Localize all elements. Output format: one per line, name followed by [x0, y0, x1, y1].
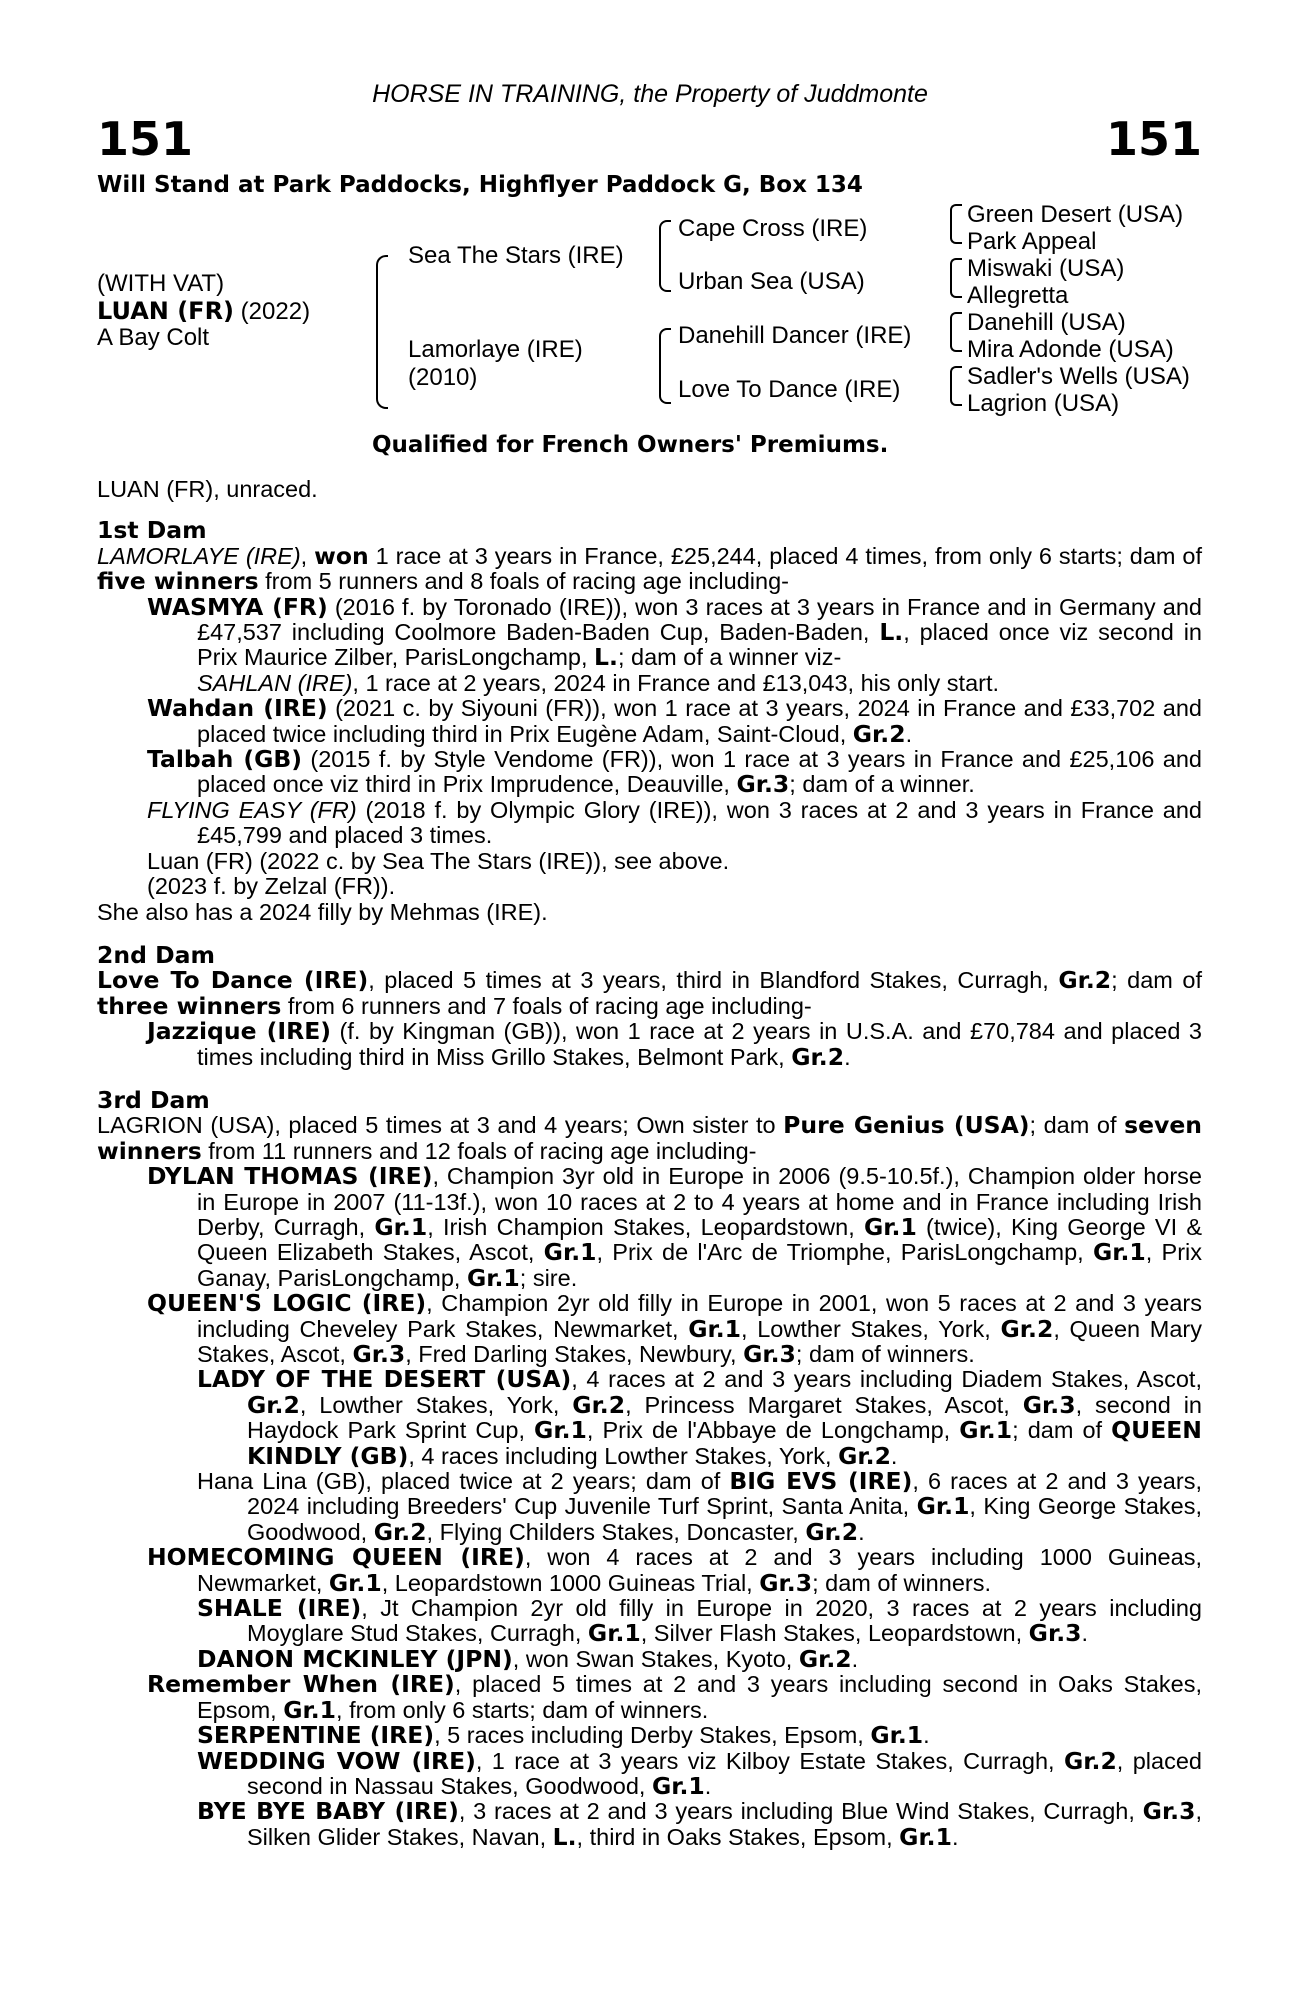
produce-bye-bye-baby: BYE BYE BABY (IRE), 3 races at 2 and 3 years including Blue Wind Stakes, Curragh, Gr.3, Silken Glider Stakes, Navan, L., third in Oaks Stakes, Epsom, Gr.1.: [197, 1797, 1202, 1851]
produce-luan: Luan (FR) (2022 c. by Sea The Stars (IRE)), see above.: [147, 847, 730, 874]
third-dam-entry: LAGRION (USA), placed 5 times at 3 and 4 years; Own sister to Pure Genius (USA); dam of seven winners from 11 runners and 12 foals of racing age including-: [97, 1111, 1202, 1165]
produce-wahdan: Wahdan (IRE) (2021 c. by Siyouni (FR)), won 1 race at 3 years, 2024 in France and £33,702 and placed twice including third in Prix Eugène Adam, Saint-Cloud, Gr.2.: [147, 694, 1202, 748]
produce-danon-mckinley: DANON MCKINLEY (JPN), won Swan Stakes, Kyoto, Gr.2.: [197, 1644, 859, 1673]
dam-year: (2010): [408, 364, 478, 391]
gen3-ddd: Lagrion (USA): [967, 390, 1120, 417]
produce-hana-lina: Hana Lina (GB), placed twice at 2 years; dam of BIG EVS (IRE), 6 races at 2 and 3 years, 2024 including Breeders' Cup Juvenile Turf Sprint, Santa Anita, Gr.1, King George Stakes, Goodwood, Gr.2, Flying Childers Stakes, Doncaster, Gr.2.: [197, 1467, 1202, 1546]
produce-dylan-thomas: DYLAN THOMAS (IRE), Champion 3yr old in Europe in 2006 (9.5-10.5f.), Champion older horse in Europe in 2007 (11-13f.), won 10 races at 2 to 4 years at home and in France including Irish Derby, Curragh, Gr.1, Irish Champion Stakes, Leopardstown, Gr.1 (twice), King George VI & Queen Elizabeth Stakes, Ascot, Gr.1, Prix de l'Arc de Triomphe, ParisLongchamp, Gr.1, Prix Ganay, ParisLongchamp, Gr.1; sire.: [147, 1162, 1203, 1292]
second-dam-heading: 2nd Dam: [97, 940, 215, 969]
gen3-ssd: Park Appeal: [967, 228, 1097, 255]
produce-remember-when: Remember When (IRE), placed 5 times at 2 and 3 years including second in Oaks Stakes, Epsom, Gr.1, from only 6 starts; dam of winners.: [147, 1670, 1202, 1724]
pedigree-brace-ss: [950, 204, 962, 244]
first-dam-entry: LAMORLAYE (IRE), won 1 race at 3 years in France, £25,244, placed 4 times, from only 6 starts; dam of five winners from 5 runners and 8 foals of racing age including-: [97, 541, 1202, 596]
first-dam-heading: 1st Dam: [97, 516, 207, 545]
gen3-sss: Green Desert (USA): [967, 201, 1184, 228]
lot-number-left: 151: [97, 112, 194, 166]
pedigree-brace-sire: [659, 220, 671, 292]
vat-note: (WITH VAT): [97, 270, 225, 297]
pedigree-brace-dam: [659, 328, 671, 404]
sire-sire: Cape Cross (IRE): [678, 215, 868, 242]
gen3-sds: Miswaki (USA): [967, 255, 1125, 282]
produce-shale: SHALE (IRE), Jt Champion 2yr old filly in Europe in 2020, 3 races at 2 years including Moyglare Stud Stakes, Curragh, Gr.1, Silver Flash Stakes, Leopardstown, Gr.3.: [197, 1594, 1202, 1648]
horse-year: (2022): [234, 298, 311, 325]
horse-name-line: [97, 297, 310, 326]
gen3-dds: Sadler's Wells (USA): [967, 363, 1190, 390]
produce-sahlan: SAHLAN (IRE), 1 race at 2 years, 2024 in France and £13,043, his only start.: [197, 669, 1000, 696]
second-dam-entry: Love To Dance (IRE), placed 5 times at 3 years, third in Blandford Stakes, Curragh, Gr.2; dam of three winners from 6 runners and 7 foals of racing age including-: [97, 966, 1202, 1020]
stabling-location: Will Stand at Park Paddocks, Highflyer Paddock G, Box 134: [97, 172, 863, 198]
produce-homecoming-queen: HOMECOMING QUEEN (IRE), won 4 races at 2 and 3 years including 1000 Guineas, Newmarket, Gr.1, Leopardstown 1000 Guineas Trial, Gr.3; dam of winners.: [147, 1543, 1202, 1597]
produce-flying-easy: FLYING EASY (FR) (2018 f. by Olympic Glory (IRE)), won 3 races at 2 and 3 years in France and £45,799 and placed 3 times.: [147, 796, 1202, 849]
lot-number-right: 151: [1105, 112, 1202, 166]
gen3-dss: Danehill (USA): [967, 309, 1126, 336]
dam-sire: Danehill Dancer (IRE): [678, 322, 912, 349]
gen3-sdd: Allegretta: [967, 282, 1069, 309]
horse-name: LUAN (FR): [97, 297, 235, 325]
produce-wasmya: WASMYA (FR) (2016 f. by Toronado (IRE)), won 3 races at 3 years in France and in Germany and £47,537 including Coolmore Baden-Baden Cup, Baden-Baden, L., placed once viz second in Prix Maurice Zilber, ParisLongchamp, L.; dam of a winner viz-: [147, 592, 1202, 672]
third-dam-heading: 3rd Dam: [97, 1085, 210, 1114]
pedigree-brace-main: [376, 255, 388, 409]
produce-queens-logic: QUEEN'S LOGIC (IRE), Champion 2yr old filly in Europe in 2001, won 5 races at 2 and 3 years including Cheveley Park Stakes, Newmarket, Gr.1, Lowther Stakes, York, Gr.2, Queen Mary Stakes, Ascot, Gr.3, Fred Darling Stakes, Newbury, Gr.3; dam of winners.: [147, 1289, 1202, 1368]
dam-name: Lamorlaye (IRE): [408, 336, 583, 363]
gen3-dsd: Mira Adonde (USA): [967, 336, 1174, 363]
intro-line: LUAN (FR), unraced.: [97, 476, 318, 502]
pedigree-brace-sd: [950, 258, 962, 298]
premiums-note: Qualified for French Owners' Premiums.: [372, 432, 889, 458]
produce-talbah: Talbah (GB) (2015 f. by Style Vendome (FR)), won 1 race at 3 years in France and £25,106 and placed once viz third in Prix Imprudence, Deauville, Gr.3; dam of a winner.: [147, 745, 1202, 799]
produce-2024-note: She also has a 2024 filly by Mehmas (IRE).: [97, 898, 548, 925]
catalogue-body: [97, 477, 1202, 1850]
pedigree-brace-ds: [950, 312, 962, 352]
produce-2023-filly: (2023 f. by Zelzal (FR)).: [147, 873, 396, 900]
dam-dam: Love To Dance (IRE): [678, 376, 901, 403]
produce-serpentine: SERPENTINE (IRE), 5 races including Derby Stakes, Epsom, Gr.1.: [197, 1721, 930, 1750]
produce-wedding-vow: WEDDING VOW (IRE), 1 race at 3 years viz Kilboy Estate Stakes, Curragh, Gr.2, placed second in Nassau Stakes, Goodwood, Gr.1.: [197, 1746, 1202, 1800]
produce-lady-of-the-desert: LADY OF THE DESERT (USA), 4 races at 2 and 3 years including Diadem Stakes, Ascot, Gr.2, Lowther Stakes, York, Gr.2, Princess Margaret Stakes, Ascot, Gr.3, second in Haydock Park Sprint Cup, Gr.1, Prix de l'Abbaye de Longchamp, Gr.1; dam of QUEEN KINDLY (GB), 4 races including Lowther Stakes, York, Gr.2.: [197, 1365, 1203, 1470]
produce-jazzique: Jazzique (IRE) (f. by Kingman (GB)), won 1 race at 2 years in U.S.A. and £70,784 and placed 3 times including third in Miss Grillo Stakes, Belmont Park, Gr.2.: [147, 1017, 1202, 1071]
pedigree-brace-dd: [950, 366, 962, 406]
sire-name: Sea The Stars (IRE): [408, 242, 624, 269]
horse-description: A Bay Colt: [97, 324, 210, 351]
catalogue-subtitle: HORSE IN TRAINING, the Property of Juddmonte: [372, 80, 928, 108]
sire-dam: Urban Sea (USA): [678, 268, 865, 295]
